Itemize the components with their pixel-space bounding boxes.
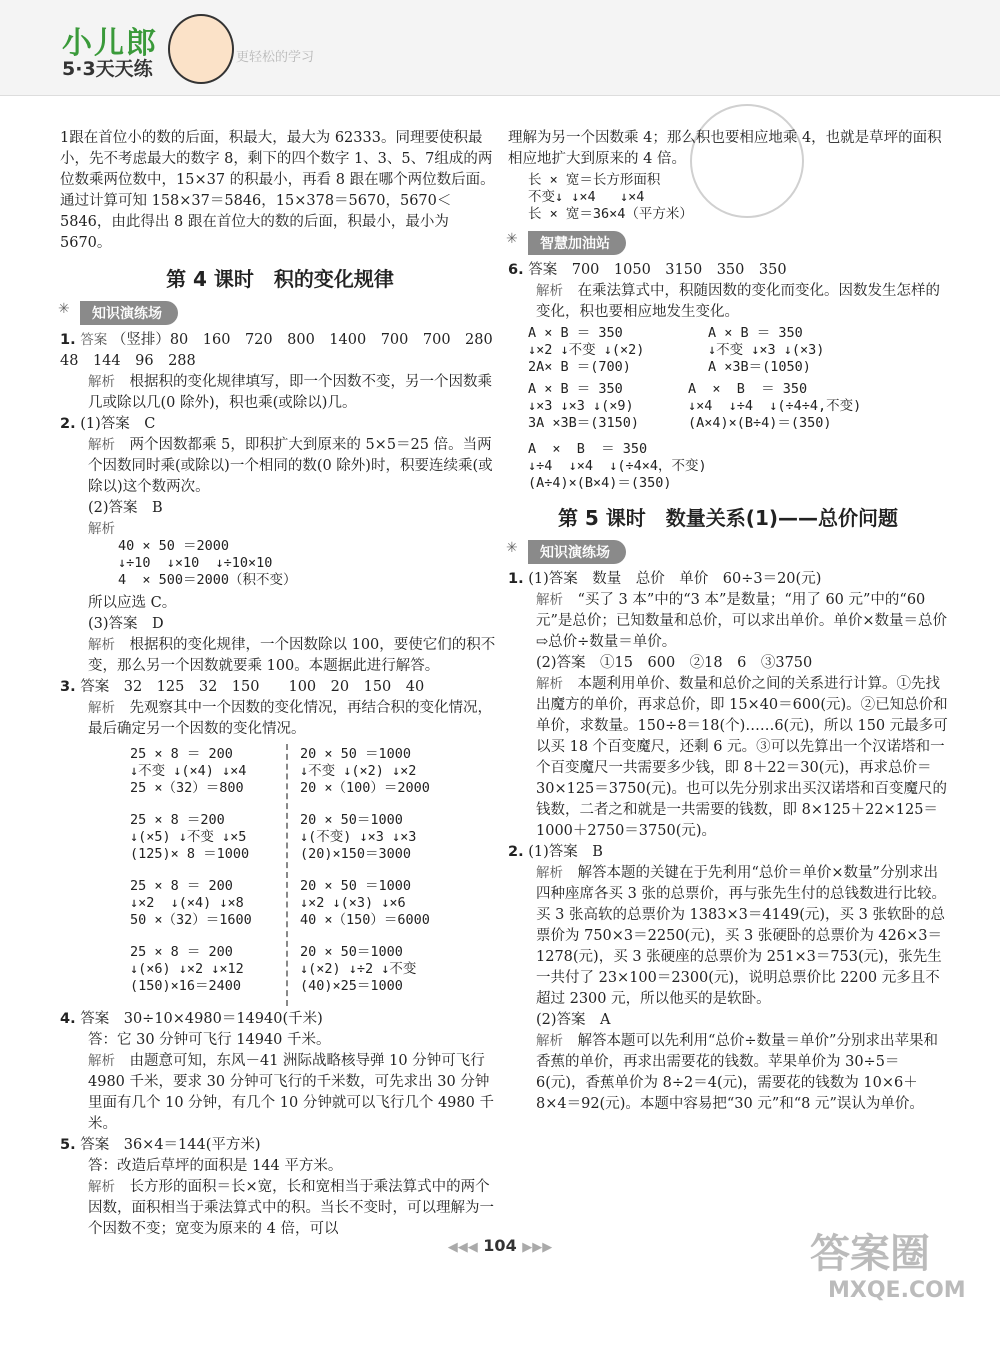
lesson-title: 第 5 课时 数量关系(1)——总价问题: [557, 506, 899, 530]
answer-text: (2)答案 ①15 600 ②18 6 ③3750: [536, 655, 813, 671]
calc-diagram: A × B ＝ 350 ↓×2 ↓不变 ↓(×2) 2A× B ＝(700): [528, 325, 645, 375]
calc-diagram: A × B ＝ 350 ↓不变 ↓×3 ↓(×3) A ×3B＝(1050): [708, 325, 825, 375]
section-label: ✳ 智慧加油站: [528, 231, 626, 255]
answer-text: 答案 32 125 32 150 100 20 150 40: [80, 679, 425, 695]
intro-text: 1跟在首位小的数的后面，积最大，最大为 62333。同理要使积最小，先不考虑最大的数字 8，剩下的四个数字 1、3、5、7组成的两位数乘两位数中，15×37 的积最小，再看 8 跟在哪个两位数后面。通过计算可知 158×37＝5846，15×378＝5670，5670＜5846，由此得出 8 跟在首位大的数的后面，积最小，最小为 5670。: [60, 130, 495, 251]
explanation-text: 两个因数都乘 5，即积扩大到原来的 5×5＝25 倍。当两个因数同时乘(或除以)一个相同的数(0 除外)时，积要连续乘(或除以)这个数两次。: [88, 437, 493, 495]
answer-text: 答：改造后草坪的面积是 144 平方米。: [88, 1158, 343, 1174]
left-column: 1跟在首位小的数的后面，积最大，最大为 62333。同理要使积最小，先不考虑最大的数字 8，剩下的四个数字 1、3、5、7组成的两位数乘两位数中，15×37 的积最小，再看 8 跟在哪个两位数后面。通过计算可知 158×37＝5846，15×378＝5670，5670＜5846，由此得出 8 跟在首位大的数的后面，积最小，最小为 5670。 第 4 课时 积的变化规律 ✳ 知识演练场 1. 答案 （竖排）80 160 720 800 1400 700 700 280 48 144 96 288 解析 根据积的变化规律填写，即一个因数不变，另一个因数乘几或除以几(0 除外)，积也乘(或除以)几。 2. (1)答案 C 解析 两个因数都乘 5，即积扩大到原来的 5×5＝25 倍。当两个因数同时乘(或除以)一个相同的数(0 除外)时，积要连续乘(或除以)这个数两次。 (2)答案 B 解析 40 × 50 ＝2000 ↓÷10 ↓×10 ↓÷10×10 4 × 500＝2000（积不变） 所以应选 C。 (3)答案 D 解析 根据积的变化规律，一个因数除以 100，要使它们的积不变，那么另一个因数就要乘 100。本题据此进行解答。 3. 答案 32 125 32 150 100 20 150 40 解析 先观察其中一个因数的变化情况，再结合积的变化情况，最后确定另一个因数的变化情况。 25 × 8 ＝ 200 ↓不变 ↓(×4) ↓×4 25 ×（32）＝800 25 × 8 ＝200 ↓(×5) ↓不变 ↓×5 (125)× 8 ＝1000 25 × 8 ＝ 200 ↓×2 ↓(×4) ↓×8 50 ×（32）＝1600 25 × 8 ＝ 200 ↓(×6) ↓×2 ↓×12 (150)×16＝2400 20 × 50 ＝1000 ↓不变 ↓(×2) ↓×2 20 ×（100）＝2000 20 × 50＝1000 ↓(不变) ↓×3 ↓×3 (20)×150＝3000 20 × 50 ＝1000 ↓×2 ↓(×3) ↓×6 40 ×（150）＝6000 20 × 50＝1000 ↓(×2) ↓÷2 ↓不变 (40)×25＝1000 4. 答案 30÷10×4980＝14940(千米) 答：它 30 分钟可飞行 14940 千米。 解析 由题意可知，东风－41 洲际战略核导弹 10 分钟可飞行 4980 千米，要求 30 分钟可飞行的千米数，可先求出 30 分钟里面有几个 10 分钟，有几个 10 分钟就可以飞行几个 4980 千米。 5. 答案 36×4＝144(平方米) 答：改造后草坪的面积是 144 平方米。 解析 长方形的面积＝长×宽，长和宽相当于乘法算式中的两个因数，面积相当于乘法算式中的积。当长不变时，可以理解为一个因数不变；宽变为原来的 4 倍，可以: [60, 128, 500, 1240]
answer-text: 答案 36×4＝144(平方米): [80, 1137, 261, 1153]
section-label: ✳ 知识演练场: [528, 540, 626, 564]
page-header: [0, 0, 1000, 96]
calc-diagram: 长 × 宽＝长方形面积 不变↓ ↓×4 ↓×4 长 × 宽＝36×4（平方米）: [528, 172, 693, 222]
page-number: 104: [483, 1236, 517, 1255]
explanation-text: 先观察其中一个因数的变化情况，再结合积的变化情况，最后确定另一个因数的变化情况。: [88, 700, 492, 737]
explanation-text: 由题意可知，东风－41 洲际战略核导弹 10 分钟可飞行 4980 千米，要求 30 分钟可飞行的千米数，可先求出 30 分钟里面有几个 10 分钟，有几个 10 分钟就可以飞行几个 4980 千米。: [88, 1053, 494, 1132]
calc-diagram: A × B ＝ 350 ↓×4 ↓÷4 ↓(÷4÷4,不变) (A×4)×(B÷4)＝(350): [688, 381, 862, 431]
watermark-logo: 答案圈: [810, 1231, 930, 1277]
answer-text: (2)答案 A: [536, 1012, 611, 1028]
calc-diagram: 25 × 8 ＝ 200 ↓×2 ↓(×4) ↓×8 50 ×（32）＝1600: [130, 878, 252, 928]
continued-text: 理解为另一个因数乘 4；那么积也要相应地乘 4，也就是草坪的面积相应地扩大到原来的 4 倍。: [508, 130, 942, 167]
calc-diagram: 25 × 8 ＝200 ↓(×5) ↓不变 ↓×5 (125)× 8 ＝1000: [130, 812, 250, 862]
brand-logo: 小儿郎: [62, 26, 158, 61]
explanation-text: “买了 3 本”中的“3 本”是数量；“用了 60 元”中的“60 元”是总价；已知数量和总价，可以求出单价。单价×数量＝总价⇨总价÷数量＝单价。: [536, 592, 948, 650]
mascot-icon: [168, 14, 234, 84]
lesson-title: 第 4 课时 积的变化规律: [166, 267, 394, 291]
watermark-url: MXQE.COM: [828, 1278, 966, 1303]
calc-diagram: 40 × 50 ＝2000 ↓÷10 ↓×10 ↓÷10×10 4 × 500＝2000（积不变）: [118, 538, 297, 588]
answer-text: (3)答案 D: [88, 616, 164, 632]
explanation-text: 在乘法算式中，积随因数的变化而变化。因数发生怎样的变化，积也要相应地发生变化。: [536, 283, 940, 320]
calc-diagram: 20 × 50 ＝1000 ↓不变 ↓(×2) ↓×2 20 ×（100）＝2000: [300, 746, 430, 796]
calc-diagram: 20 × 50 ＝1000 ↓×2 ↓(×3) ↓×6 40 ×（150）＝6000: [300, 878, 430, 928]
answer-text: (1)答案 C: [80, 416, 156, 432]
divider: [286, 744, 288, 1006]
answer-text: 答：它 30 分钟可飞行 14940 千米。: [88, 1032, 331, 1048]
answer-text: (1)答案 B: [528, 844, 603, 860]
calc-diagram: 20 × 50＝1000 ↓(不变) ↓×3 ↓×3 (20)×150＝3000: [300, 812, 417, 862]
calc-diagram: A × B ＝ 350 ↓÷4 ↓×4 ↓(÷4×4，不变) (A÷4)×(B×4)＝(350): [528, 441, 707, 491]
calc-diagram: 25 × 8 ＝ 200 ↓(×6) ↓×2 ↓×12 (150)×16＝2400: [130, 944, 244, 994]
explanation-text: 长方形的面积＝长×宽，长和宽相当于乘法算式中的两个因数，面积相当于乘法算式中的积。当长不变时，可以理解为一个因数不变；宽变为原来的 4 倍，可以: [88, 1179, 494, 1237]
explanation-text: 根据积的变化规律填写，即一个因数不变，另一个因数乘几或除以几(0 除外)，积也乘(或除以)几。: [88, 374, 492, 411]
answer-text: (2)答案 B: [88, 500, 163, 516]
answer-text: 答案 700 1050 3150 350 350: [528, 262, 787, 278]
slogan: 更轻松的学习: [236, 50, 315, 65]
explanation-text: 根据积的变化规律，一个因数除以 100，要使它们的积不变，那么另一个因数就要乘 100。本题据此进行解答。: [88, 637, 496, 674]
section-label: ✳ 知识演练场: [80, 301, 178, 325]
answer-text: (1)答案 数量 总价 单价 60÷3＝20(元): [528, 571, 822, 587]
prev-arrows-icon: ◀◀◀: [447, 1240, 478, 1255]
right-column: 理解为另一个因数乘 4；那么积也要相应地乘 4，也就是草坪的面积相应地扩大到原来的 4 倍。 长 × 宽＝长方形面积 不变↓ ↓×4 ↓×4 长 × 宽＝36×4（平方米） ✳ 智慧加油站 6. 答案 700 1050 3150 350 350 解析 在乘法算式中，积随因数的变化而变化。因数发生怎样的变化，积也要相应地发生变化。 A × B ＝ 350 ↓×2 ↓不变 ↓(×2) 2A× B ＝(700) A × B ＝ 350 ↓不变 ↓×3 ↓(×3) A ×3B＝(1050) A × B ＝ 350 ↓×3 ↓×3 ↓(×9) 3A ×3B＝(3150) A × B ＝ 350 ↓×4 ↓÷4 ↓(÷4÷4,不变) (A×4)×(B÷4)＝(350) A × B ＝ 350 ↓÷4 ↓×4 ↓(÷4×4，不变) (A÷4)×(B×4)＝(350) 第 5 课时 数量关系(1)——总价问题 ✳ 知识演练场 1. (1)答案 数量 总价 单价 60÷3＝20(元) 解析 “买了 3 本”中的“3 本”是数量；“用了 60 元”中的“60 元”是总价；已知数量和总价，可以求出单价。单价×数量＝总价⇨总价÷数量＝单价。 (2)答案 ①15 600 ②18 6 ③3750 解析 本题利用单价、数量和总价之间的关系进行计算。①先找出魔方的单价，再求总价，即 15×40＝600(元)。②已知总价和单价，求数量。150÷8＝18(个)……6(元)，所以 150 元最多可以买 18 个百变魔尺，还剩 6 元。③可以先算出一个汉诺塔和一个百变魔尺一共需要多少钱，即 8＋22＝30(元)，再求总价＝30×125＝3750(元)。也可以先分别求出买汉诺塔和百变魔尺的钱数，二者之和就是一共需要的钱数，即 8×125＋22×125＝1000＋2750＝3750(元)。 2. (1)答案 B 解析 解答本题的关键在于先利用“总价＝单价×数量”分别求出四种座席各买 3 张的总票价，再与张先生付的总钱数进行比较。买 3 张高软的总票价为 1383×3＝4149(元)，买 3 张软卧的总票价为 750×3＝2250(元)，买 3 张硬卧的总票价为 426×3＝1278(元)，买 3 张硬座的总票价为 251×3＝753(元)，张先生一共付了 23×100＝2300(元)，说明总票价比 2200 元多且不超过 2300 元，所以他买的是软卧。 (2)答案 A 解析 解答本题可以先利用“总价÷数量＝单价”分别求出苹果和香蕉的单价，再求出需要花的钱数。苹果单价为 30÷5＝6(元)，香蕉单价为 8÷2＝4(元)，需要花的钱数为 10×6＋8×4＝92(元)。本题中容易把“30 元”和“8 元”误认为单价。: [508, 128, 948, 1115]
answer-text: （竖排）80 160 720 800 1400 700 700 280 48 144 96 288: [60, 332, 508, 369]
explanation-text: 所以应选 C。: [88, 595, 177, 611]
calc-diagram: A × B ＝ 350 ↓×3 ↓×3 ↓(×9) 3A ×3B＝(3150): [528, 381, 640, 431]
calc-diagram: 20 × 50＝1000 ↓(×2) ↓÷2 ↓不变 (40)×25＝1000: [300, 944, 417, 994]
series-title: 5·3天天练: [62, 58, 153, 80]
explanation-text: 解答本题可以先利用“总价÷数量＝单价”分别求出苹果和香蕉的单价，再求出需要花的钱数。苹果单价为 30÷5＝6(元)，香蕉单价为 8÷2＝4(元)，需要花的钱数为 10×6＋8×4＝92(元)。本题中容易把“30 元”和“8 元”误认为单价。: [536, 1033, 938, 1112]
answer-text: 答案 30÷10×4980＝14940(千米): [80, 1011, 323, 1027]
explanation-text: 解答本题的关键在于先利用“总价＝单价×数量”分别求出四种座席各买 3 张的总票价，再与张先生付的总钱数进行比较。买 3 张高软的总票价为 1383×3＝4149(元)，买 3 张软卧的总票价为 750×3＝2250(元)，买 3 张硬卧的总票价为 426×3＝1278(元)，买 3 张硬座的总票价为 251×3＝753(元)，张先生一共付了 23×100＝2300(元)，说明总票价比 2200 元多且不超过 2300 元，所以他买的是软卧。: [536, 865, 946, 1007]
explanation-text: 本题利用单价、数量和总价之间的关系进行计算。①先找出魔方的单价，再求总价，即 15×40＝600(元)。②已知总价和单价，求数量。150÷8＝18(个)……6(元)，所以 150 元最多可以买 18 个百变魔尺，还剩 6 元。③可以先算出一个汉诺塔和一个百变魔尺一共需要多少钱，即 8＋22＝30(元)，再求总价＝30×125＝3750(元)。也可以先分别求出买汉诺塔和百变魔尺的钱数，二者之和就是一共需要的钱数，即 8×125＋22×125＝1000＋2750＝3750(元)。: [536, 676, 948, 839]
calc-grid: [60, 744, 500, 1009]
calc-diagram: 25 × 8 ＝ 200 ↓不变 ↓(×4) ↓×4 25 ×（32）＝800: [130, 746, 247, 796]
question-number: 1.: [60, 332, 76, 348]
next-arrows-icon: ▶▶▶: [522, 1240, 553, 1255]
